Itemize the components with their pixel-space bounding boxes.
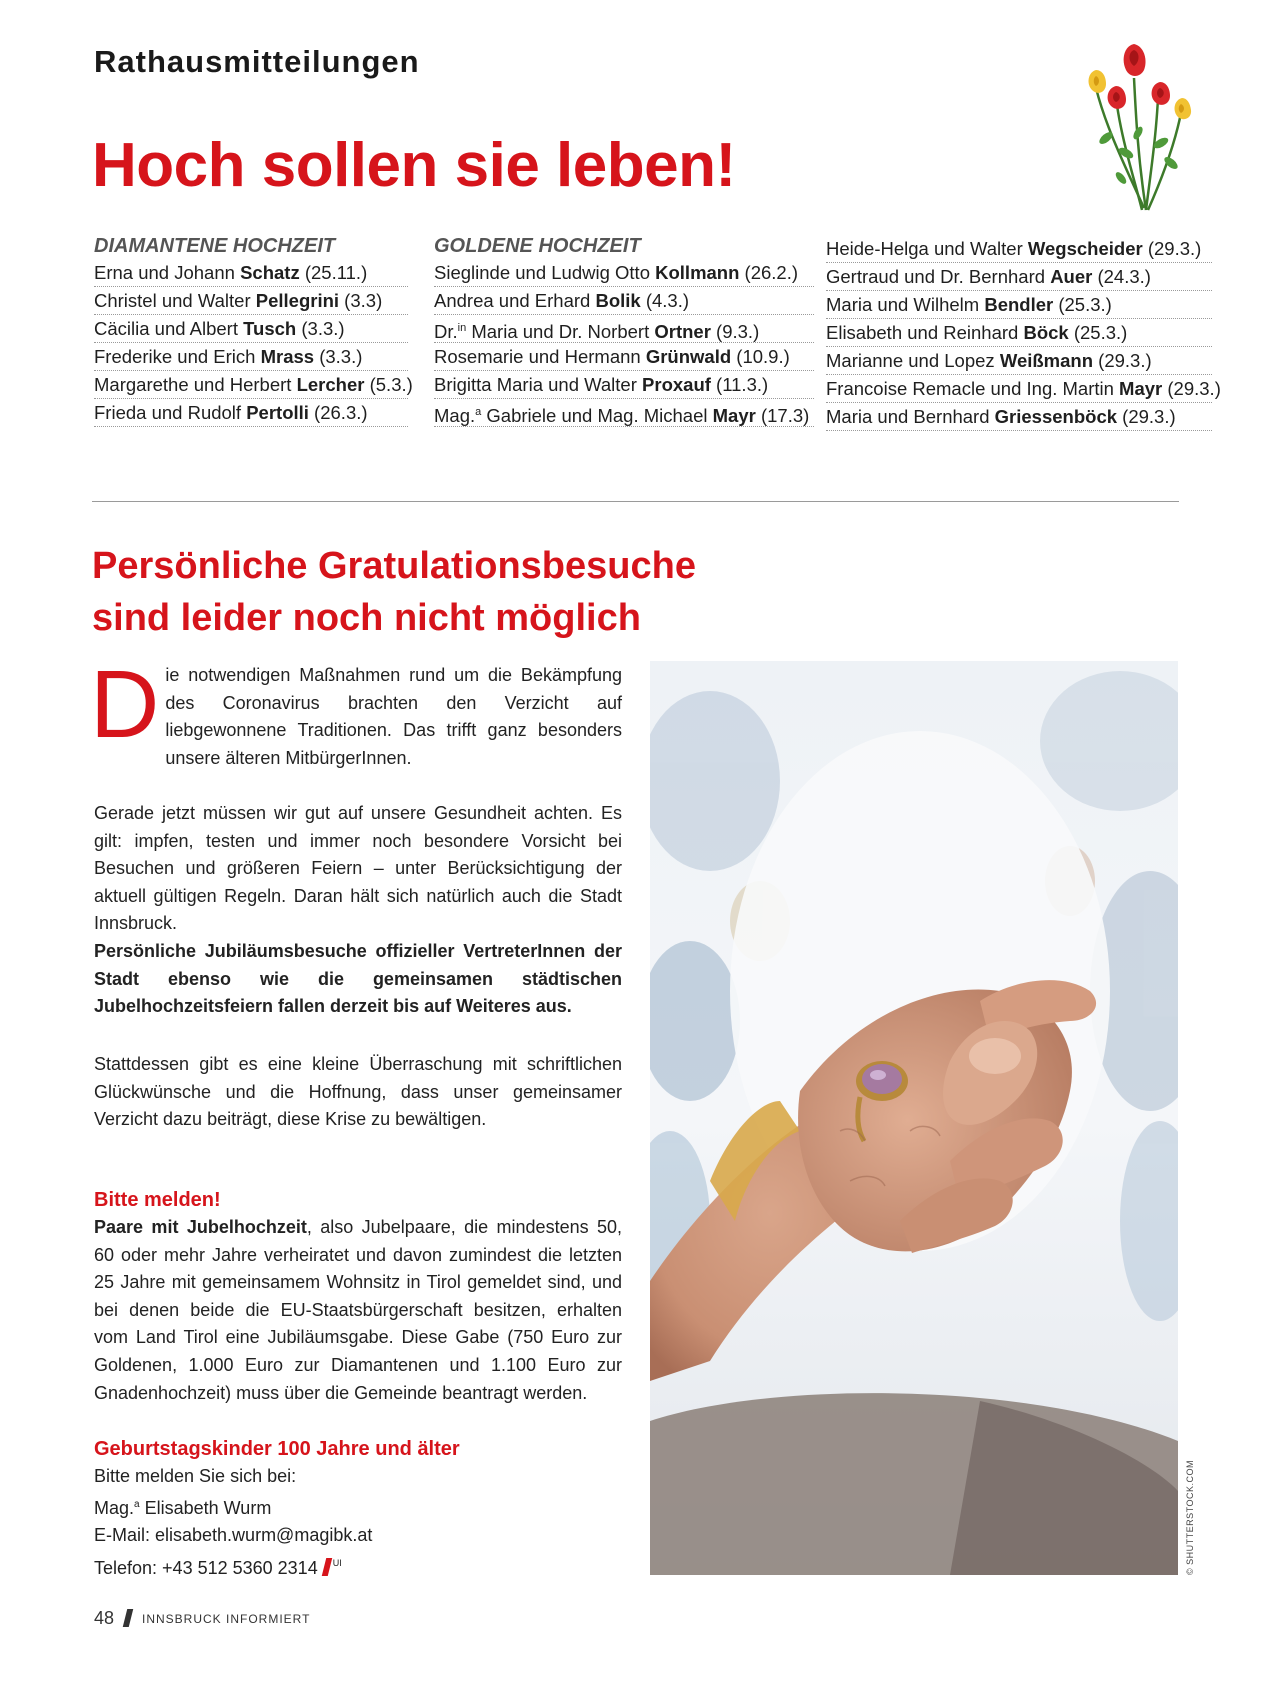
main-headline: Hoch sollen sie leben! [92,131,736,200]
section-divider [92,501,1179,502]
article-paragraph-3: Stattdessen gibt es eine kleine Überraschung mit schriftlichen Glückwünsche und die Hoffnung, dass unser gemeinsamer Verzicht dazu beiträgt, diese Krise zu bewältigen. [94,1054,622,1130]
couple-entry: Elisabeth und Reinhard Böck (25.3.) [826,319,1212,347]
surname: Pertolli [246,402,309,423]
golden-wedding-column-continued [826,235,1221,431]
couple-entry: Christel und Walter Pellegrini (3.3) [94,287,408,315]
surname: Grünwald [645,346,732,367]
couple-entry: Andrea und Erhard Bolik (4.3.) [434,287,814,315]
diamond-heading: DIAMANTENE HOCHZEIT [94,235,336,257]
surname: Böck [1023,322,1069,343]
diamond-wedding-column [94,233,413,427]
surname: Ortner [654,321,711,343]
article-headline-line2: sind leider noch nicht möglich [92,597,641,639]
surname: Griessenböck [994,406,1118,427]
publication-name: INNSBRUCK INFORMIERT [142,1612,311,1626]
couple-entry: Erna und Johann Schatz (25.11.) [94,259,408,287]
couple-entry: Margarethe und Herbert Lercher (5.3.) [94,371,408,399]
article-headline [92,540,792,644]
surname: Auer [1050,266,1093,287]
couple-entry: Cäcilia und Albert Tusch (3.3.) [94,315,408,343]
surname: Lercher [296,374,365,395]
photo-credit: © SHUTTERSTOCK.COM [1185,1460,1195,1575]
couple-entry: Marianne und Lopez Weißmann (29.3.) [826,347,1212,375]
surname: Wegscheider [1027,238,1143,259]
couple-entry: Maria und Wilhelm Bendler (25.3.) [826,291,1212,319]
couple-entry: Heide-Helga und Walter Wegscheider (29.3.) [826,235,1212,263]
contact-email[interactable]: E-Mail: elisabeth.wurm@magibk.at [94,1525,373,1546]
couple-entry: Maria und Bernhard Griessenböck (29.3.) [826,403,1212,431]
contact-phone: Telefon: +43 512 5360 2314 $^{UI}$ [94,1557,342,1578]
surname: Proxauf [642,374,711,395]
article-intro [90,651,622,772]
couple-entry: Francoise Remacle und Ing. Martin Mayr (29.3.) [826,375,1212,403]
article-headline-line1: Persönliche Gratulationsbesuche [92,545,696,587]
couple-entry: Sieglinde und Ludwig Otto Kollmann (26.2.) [434,259,814,287]
page-number: 48 [94,1608,115,1628]
rose-bouquet-illustration [1076,38,1192,214]
author-initials: UI [332,1557,342,1568]
surname: Tusch [243,318,297,339]
surname: Bendler [984,294,1054,315]
couple-entry: Brigitta Maria und Walter Proxauf (11.3.) [434,371,814,399]
surname: Kollmann [655,262,740,283]
contact-name: Mag.$^a$ Elisabeth Wurm [94,1497,272,1518]
surname: Weißmann [999,350,1094,371]
golden-wedding-column [434,233,814,427]
report-heading: Bitte melden! [94,1189,221,1211]
footer-slash-mark [123,1609,133,1627]
author-slash-mark [321,1558,331,1576]
birthday-section [94,1435,622,1582]
health-paragraph: Gerade jetzt müssen wir gut auf unsere Gesundheit achten. Es gilt: impfen, testen und immer noch besondere Vorsicht bei Besuchen und größeren Feiern – unter Berücksichtigung der aktuell gültigen Regeln. Daran hält sich natürlich auch die Stadt Innsbruck. [94,803,622,934]
couple-entry: Dr.$^{in}$ Maria und Dr. Norbert Ortner (9.3.) [434,315,814,343]
report-section [94,1186,622,1407]
article-paragraph-2 [94,800,622,1021]
surname: Schatz [240,262,300,283]
report-bold-lead: Paare mit Jubelhochzeit [94,1217,307,1237]
surname: Mayr [1119,378,1163,399]
surname: Bolik [595,290,641,311]
intro-paragraph: ie notwendigen Maßnahmen rund um die Bekämpfung des Coronavirus brachten den Verzicht auf liebgewonnene Traditionen. Das trifft ganz besonders unsere älteren MitbürgerInnen. [165,665,622,768]
report-paragraph: , also Jubelpaare, die mindestens 50, 60 oder mehr Jahre verheiratet und davon zumindest die letzten 25 Jahre mit gemeinsamem Wohnsitz in Tirol gemeldet sind, und bei denen beide die EU-Staatsbürgerschaft besitzen, erhalten vom Land Tirol eine Jubiläumsgabe. Diese Gabe (750 Euro zur Goldenen, 1.000 Euro zur Diamantenen und 1.100 Euro zur Gnadenhochzeit) muss über die Gemeinde beantragt werden. [94,1217,623,1403]
couple-entry: Gertraud und Dr. Bernhard Auer (24.3.) [826,263,1212,291]
birthday-heading: Geburtstagskinder 100 Jahre und älter [94,1438,460,1460]
couple-entry: Frieda und Rudolf Pertolli (26.3.) [94,399,408,427]
surname: Pellegrini [255,290,340,311]
surname: Mayr [712,405,756,427]
couple-entry: Rosemarie und Hermann Grünwald (10.9.) [434,343,814,371]
cancellation-notice: Persönliche Jubiläumsbesuche offizieller VertreterInnen der Stadt ebenso wie die gemeinsamen städtischen Jubelhochzeitsfeiern fallen derzeit bis auf Weiteres aus. [94,940,622,1017]
section-title: Rathausmitteilungen [94,44,420,79]
hands-photo-illustration [650,661,1178,1575]
golden-heading: GOLDENE HOCHZEIT [434,235,641,257]
couple-entry: Frederike und Erich Mrass (3.3.) [94,343,408,371]
couple-entry: Mag.$^a$ Gabriele und Mag. Michael Mayr (17.3) [434,399,814,427]
surname: Mrass [260,346,315,367]
hands-ring-photo [650,661,1178,1575]
contact-intro: Bitte melden Sie sich bei: [94,1466,297,1486]
drop-cap: D [90,651,160,758]
